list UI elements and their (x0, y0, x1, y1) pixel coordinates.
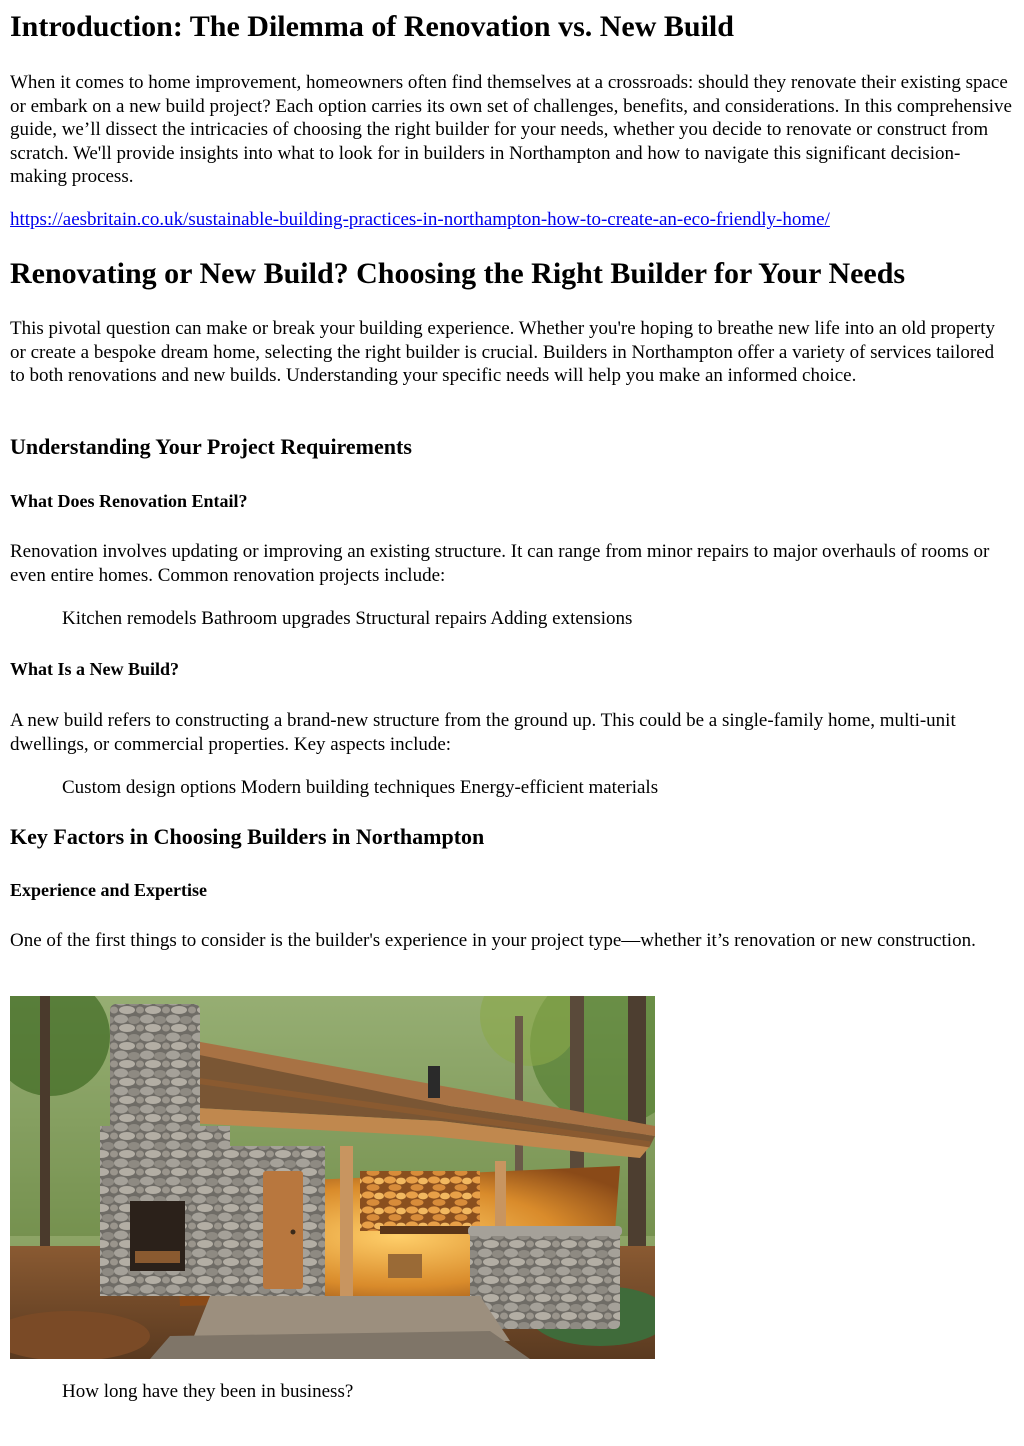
experience-paragraph: One of the first things to consider is the builder's experience in your project type—whether it’s renovation or new construction. (10, 930, 976, 951)
new-build-heading: What Is a New Build? (10, 659, 180, 679)
experience-list: How long have they been in business? (62, 1381, 354, 1402)
factors-heading: Key Factors in Choosing Builders in Northampton (10, 824, 485, 849)
renovation-list: Kitchen remodels Bathroom upgrades Structural repairs Adding extensions (62, 608, 633, 629)
stone-cabin-photo (10, 996, 655, 1359)
main-paragraph: This pivotal question can make or break your building experience. Whether you're hoping to breathe new life into an old property or create a bespoke dream home, selecting the right builder is crucial. Builders in Northampton offer a variety of services tailored to both renovations and new builds. Understanding your specific needs will help you make an informed choice. (10, 318, 995, 386)
intro-paragraph: When it comes to home improvement, homeowners often find themselves at a crossroads: should they renovate their existing space or embark on a new build project? Each option carries its own set of challenges, benefits, and considerations. In this comprehensive guide, we’ll dissect the intricacies of choosing the right builder for your needs, whether you decide to renovate or construct from scratch. We'll provide insights into what to look for in builders in Northampton and how to navigate this significant decision-making process. (10, 72, 1012, 187)
experience-heading: Experience and Expertise (10, 880, 207, 900)
new-build-list: Custom design options Modern building techniques Energy-efficient materials (62, 777, 659, 798)
article-link[interactable]: https://aesbritain.co.uk/sustainable-building-practices-in-northampton-how-to-create-an-eco-friendly-home/ (10, 209, 830, 230)
new-build-paragraph: A new build refers to constructing a brand-new structure from the ground up. This could be a single-family home, multi-unit dwellings, or commercial properties. Key aspects include: (10, 710, 956, 755)
main-heading: Renovating or New Build? Choosing the Right Builder for Your Needs (10, 257, 906, 290)
renovation-heading: What Does Renovation Entail? (10, 491, 248, 511)
intro-heading: Introduction: The Dilemma of Renovation vs. New Build (10, 10, 734, 43)
requirements-heading: Understanding Your Project Requirements (10, 434, 412, 459)
renovation-paragraph: Renovation involves updating or improving an existing structure. It can range from minor repairs to major overhauls of rooms or even entire homes. Common renovation projects include: (10, 541, 990, 586)
